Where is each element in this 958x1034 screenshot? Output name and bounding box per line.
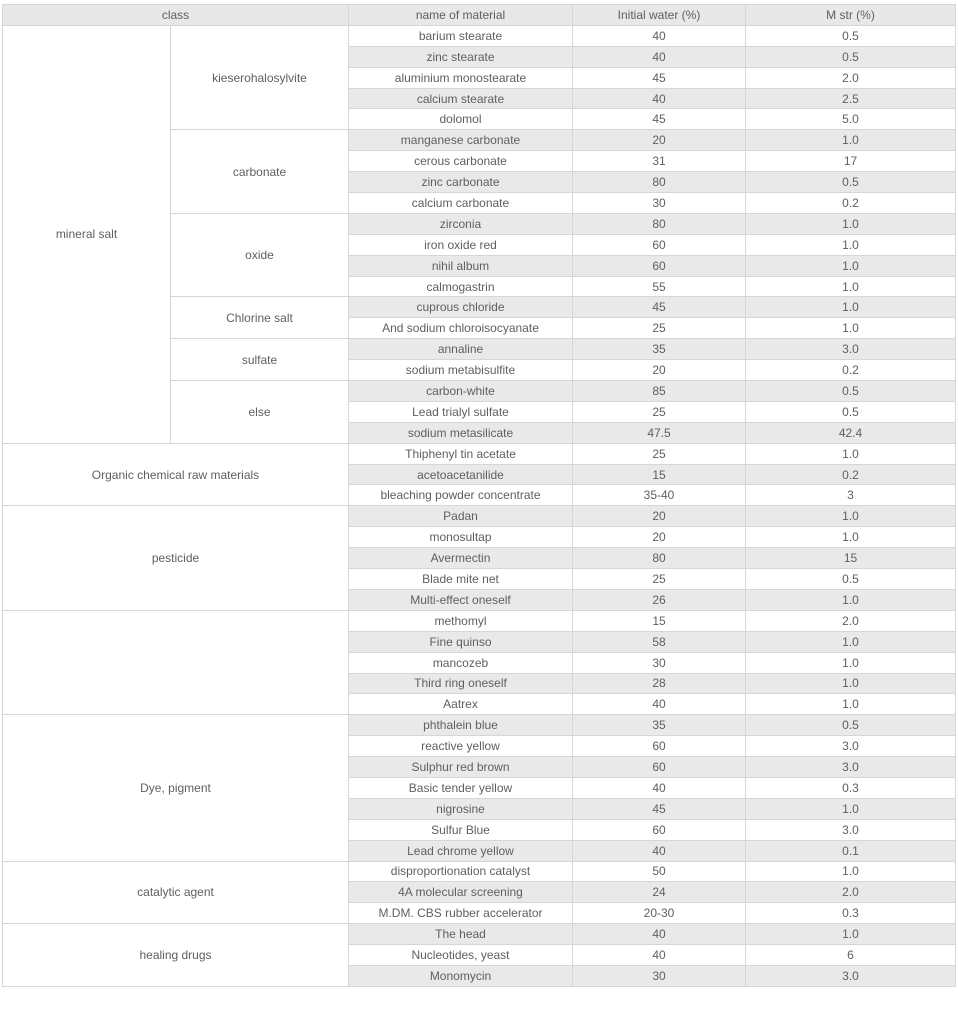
material-cell: annaline [349,339,573,360]
m-str-cell: 1.0 [746,297,956,318]
m-str-cell: 0.2 [746,464,956,485]
table-header [3,5,956,26]
m-str-cell: 3.0 [746,965,956,986]
table-row [3,924,956,945]
material-cell: calcium stearate [349,88,573,109]
initial-water-cell: 25 [573,443,746,464]
m-str-cell: 1.0 [746,255,956,276]
m-str-cell: 0.5 [746,401,956,422]
material-cell: bleaching powder concentrate [349,485,573,506]
initial-water-cell: 20-30 [573,903,746,924]
m-str-cell: 1.0 [746,234,956,255]
m-str-cell: 6 [746,945,956,966]
initial-water-cell: 20 [573,527,746,548]
m-str-cell: 2.0 [746,610,956,631]
subclass-cell: else [171,381,349,444]
material-cell: M.DM. CBS rubber accelerator [349,903,573,924]
initial-water-cell: 35-40 [573,485,746,506]
initial-water-cell: 60 [573,234,746,255]
m-str-cell: 1.0 [746,673,956,694]
table-row [3,861,956,882]
initial-water-cell: 15 [573,464,746,485]
material-cell: 4A molecular screening [349,882,573,903]
class-cell: Dye, pigment [3,715,349,861]
m-str-cell: 1.0 [746,506,956,527]
initial-water-cell: 40 [573,25,746,46]
initial-water-cell: 25 [573,569,746,590]
material-cell: Blade mite net [349,569,573,590]
m-str-cell: 1.0 [746,861,956,882]
material-cell: manganese carbonate [349,130,573,151]
initial-water-cell: 55 [573,276,746,297]
m-str-cell: 2.0 [746,882,956,903]
material-cell: And sodium chloroisocyanate [349,318,573,339]
material-cell: Basic tender yellow [349,777,573,798]
material-cell: Avermectin [349,548,573,569]
m-str-cell: 42.4 [746,422,956,443]
initial-water-cell: 45 [573,67,746,88]
material-cell: cuprous chloride [349,297,573,318]
m-str-cell: 0.3 [746,777,956,798]
initial-water-cell: 58 [573,631,746,652]
m-str-cell: 1.0 [746,652,956,673]
class-cell: mineral salt [3,25,171,443]
subclass-cell: kieserohalosylvite [171,25,349,129]
initial-water-cell: 30 [573,652,746,673]
materials-table [2,4,956,987]
initial-water-cell: 35 [573,339,746,360]
initial-water-cell: 26 [573,589,746,610]
m-str-cell: 3.0 [746,736,956,757]
col-header-m-str: M str (%) [746,5,956,26]
m-str-cell: 1.0 [746,589,956,610]
material-cell: calmogastrin [349,276,573,297]
initial-water-cell: 45 [573,109,746,130]
subclass-cell: carbonate [171,130,349,214]
initial-water-cell: 80 [573,213,746,234]
initial-water-cell: 60 [573,255,746,276]
header-row [3,5,956,26]
initial-water-cell: 40 [573,88,746,109]
material-cell: phthalein blue [349,715,573,736]
material-cell: monosultap [349,527,573,548]
material-cell: Padan [349,506,573,527]
material-cell: zinc stearate [349,46,573,67]
initial-water-cell: 60 [573,757,746,778]
material-cell: zinc carbonate [349,172,573,193]
col-header-initial-water: Initial water (%) [573,5,746,26]
material-cell: nihil album [349,255,573,276]
material-cell: aluminium monostearate [349,67,573,88]
material-cell: Nucleotides, yeast [349,945,573,966]
material-cell: Third ring oneself [349,673,573,694]
initial-water-cell: 35 [573,715,746,736]
m-str-cell: 0.5 [746,46,956,67]
table-row [3,443,956,464]
m-str-cell: 1.0 [746,276,956,297]
material-cell: Lead chrome yellow [349,840,573,861]
material-cell: Lead trialyl sulfate [349,401,573,422]
table-body [3,25,956,986]
initial-water-cell: 50 [573,861,746,882]
initial-water-cell: 45 [573,297,746,318]
material-cell: iron oxide red [349,234,573,255]
initial-water-cell: 40 [573,945,746,966]
col-header-material: name of material [349,5,573,26]
class-cell: catalytic agent [3,861,349,924]
initial-water-cell: 45 [573,798,746,819]
m-str-cell: 1.0 [746,130,956,151]
initial-water-cell: 25 [573,401,746,422]
subclass-cell: sulfate [171,339,349,381]
m-str-cell: 3 [746,485,956,506]
initial-water-cell: 30 [573,965,746,986]
initial-water-cell: 28 [573,673,746,694]
m-str-cell: 0.2 [746,360,956,381]
material-cell: Multi-effect oneself [349,589,573,610]
initial-water-cell: 20 [573,506,746,527]
m-str-cell: 1.0 [746,694,956,715]
m-str-cell: 5.0 [746,109,956,130]
m-str-cell: 1.0 [746,318,956,339]
m-str-cell: 3.0 [746,339,956,360]
m-str-cell: 0.5 [746,381,956,402]
table-row [3,506,956,527]
initial-water-cell: 40 [573,777,746,798]
material-cell: acetoacetanilide [349,464,573,485]
material-cell: reactive yellow [349,736,573,757]
m-str-cell: 15 [746,548,956,569]
m-str-cell: 0.2 [746,193,956,214]
material-cell: methomyl [349,610,573,631]
subclass-cell: Chlorine salt [171,297,349,339]
initial-water-cell: 15 [573,610,746,631]
table-row [3,715,956,736]
class-cell: healing drugs [3,924,349,987]
material-cell: Aatrex [349,694,573,715]
m-str-cell: 1.0 [746,798,956,819]
material-cell: mancozeb [349,652,573,673]
material-cell: cerous carbonate [349,151,573,172]
table-row [3,610,956,631]
m-str-cell: 2.0 [746,67,956,88]
class-cell [3,610,349,714]
initial-water-cell: 31 [573,151,746,172]
initial-water-cell: 40 [573,46,746,67]
m-str-cell: 1.0 [746,527,956,548]
material-cell: Sulphur red brown [349,757,573,778]
initial-water-cell: 80 [573,548,746,569]
class-cell: Organic chemical raw materials [3,443,349,506]
m-str-cell: 3.0 [746,819,956,840]
initial-water-cell: 30 [573,193,746,214]
material-cell: sodium metabisulfite [349,360,573,381]
m-str-cell: 0.3 [746,903,956,924]
material-cell: sodium metasilicate [349,422,573,443]
initial-water-cell: 20 [573,130,746,151]
material-cell: Sulfur Blue [349,819,573,840]
m-str-cell: 1.0 [746,213,956,234]
m-str-cell: 1.0 [746,443,956,464]
initial-water-cell: 60 [573,819,746,840]
material-cell: calcium carbonate [349,193,573,214]
class-cell: pesticide [3,506,349,610]
material-cell: Fine quinso [349,631,573,652]
initial-water-cell: 25 [573,318,746,339]
material-cell: carbon-white [349,381,573,402]
initial-water-cell: 85 [573,381,746,402]
material-cell: The head [349,924,573,945]
m-str-cell: 2.5 [746,88,956,109]
material-cell: Thiphenyl tin acetate [349,443,573,464]
material-cell: nigrosine [349,798,573,819]
m-str-cell: 0.5 [746,569,956,590]
m-str-cell: 0.1 [746,840,956,861]
initial-water-cell: 40 [573,924,746,945]
initial-water-cell: 40 [573,840,746,861]
m-str-cell: 17 [746,151,956,172]
initial-water-cell: 40 [573,694,746,715]
table-row [3,25,956,46]
initial-water-cell: 47.5 [573,422,746,443]
initial-water-cell: 80 [573,172,746,193]
initial-water-cell: 60 [573,736,746,757]
m-str-cell: 0.5 [746,172,956,193]
initial-water-cell: 20 [573,360,746,381]
material-cell: Monomycin [349,965,573,986]
material-cell: dolomol [349,109,573,130]
m-str-cell: 0.5 [746,25,956,46]
m-str-cell: 3.0 [746,757,956,778]
subclass-cell: oxide [171,213,349,297]
m-str-cell: 0.5 [746,715,956,736]
material-cell: zirconia [349,213,573,234]
material-cell: disproportionation catalyst [349,861,573,882]
material-cell: barium stearate [349,25,573,46]
m-str-cell: 1.0 [746,631,956,652]
col-header-class: class [3,5,349,26]
m-str-cell: 1.0 [746,924,956,945]
initial-water-cell: 24 [573,882,746,903]
